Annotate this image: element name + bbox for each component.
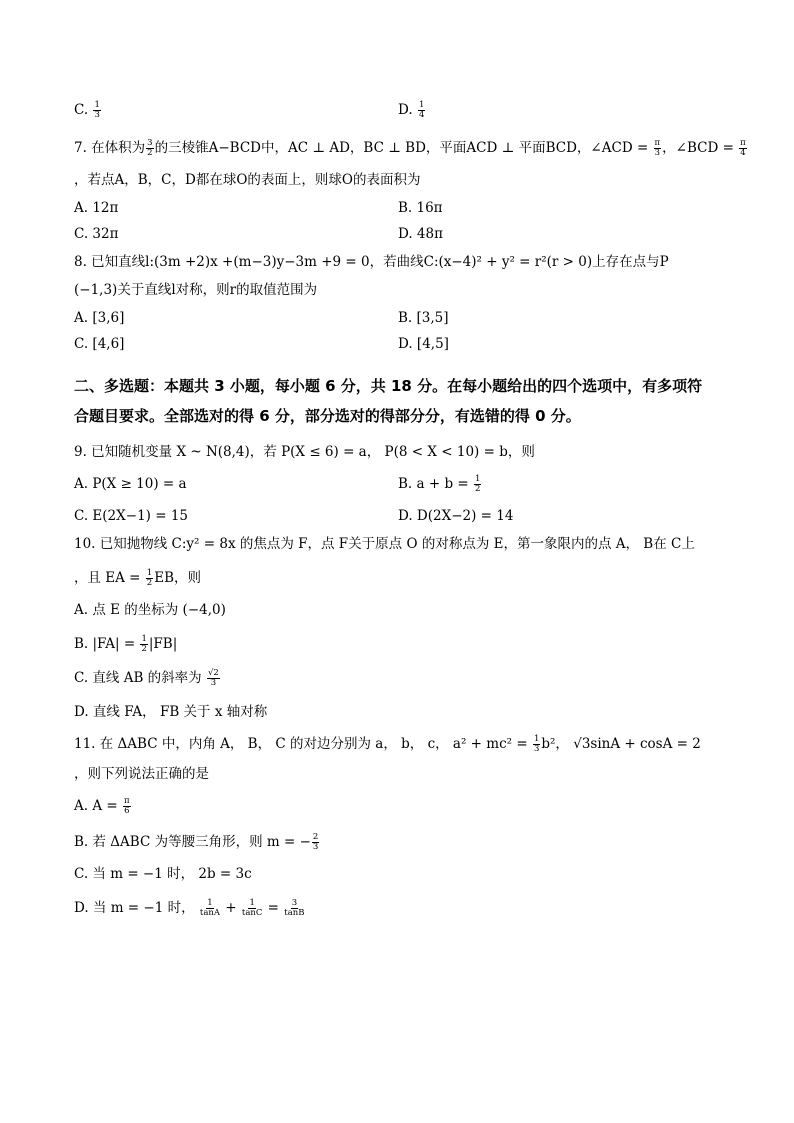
q9-options-cd: [74, 506, 734, 526]
q11-stem-line2: ，则下列说法正确的是: [74, 766, 209, 782]
q9-option-c: C. E(2X−1) = 15: [74, 508, 188, 524]
q11-option-a: A. A = $\frac{\pi}{6}$: [74, 796, 130, 816]
q7-option-b: B. 16π: [398, 200, 443, 216]
q6-options: [74, 100, 734, 120]
option-c-label: C.: [74, 102, 89, 118]
angle-acd-fraction: $\frac{\pi}{3}$: [654, 138, 661, 158]
section-heading-line2: 合题目要求。全部选对的得 6 分，部分选对的得部分分，有选错的得 0 分。: [74, 407, 581, 425]
q11-stem-line1: 11. 在 ΔABC 中，内角 A， B， C 的对边分别为 a， b， c， a² + mc² = $\frac{1}{3}$ b²， √3sinA + cosA = 2: [74, 734, 701, 754]
q10-option-c: C. 直线 AB 的斜率为 $\frac{√2}{3}$: [74, 668, 219, 688]
q10-stem-line2: ，且 EA = $\frac{1}{2}$ EB，则: [74, 568, 201, 588]
q8-options-cd: [74, 334, 734, 354]
q7-option-a: A. 12π: [74, 200, 119, 216]
q9-options-ab: [74, 474, 734, 494]
q7-options-ab: [74, 198, 734, 218]
q7-stem-line2: ，若点A，B，C，D都在球O的表面上，则球O的表面积为: [74, 172, 421, 188]
q9-stem: 9. 已知随机变量 X ~ N(8,4)，若 P(X ≤ 6) = a， P(8 < X < 10) = b，则: [74, 444, 535, 460]
angle-bcd-fraction: $\frac{\pi}{4}$: [740, 138, 746, 158]
q8-option-d: D. [4,5]: [398, 336, 449, 352]
q9-option-b: B. a + b = $\frac{1}{2}$: [398, 474, 481, 494]
q10-option-a: A. 点 E 的坐标为 (−4,0): [74, 602, 226, 618]
q7-options-cd: [74, 224, 734, 244]
q10-option-d: D. 直线 FA， FB 关于 x 轴对称: [74, 704, 268, 720]
q7-option-c: C. 32π: [74, 226, 119, 242]
q11-option-c: C. 当 m = −1 时， 2b = 3c: [74, 866, 252, 882]
q8-stem-line2: (−1,3)关于直线l对称，则r的取值范围为: [74, 282, 318, 298]
q8-option-b: B. [3,5]: [398, 310, 449, 326]
q10-stem-line1: 10. 已知抛物线 C:y² = 8x 的焦点为 F，点 F关于原点 O 的对称点为 E，第一象限内的点 A， B在 C上: [74, 536, 695, 552]
q8-option-a: A. [3,6]: [74, 310, 125, 326]
volume-fraction: $\frac{3}{2}$: [147, 138, 153, 158]
option-c-fraction: $\frac{1}{3}$: [94, 100, 100, 120]
q8-option-c: C. [4,6]: [74, 336, 125, 352]
q11-option-b: B. 若 ΔABC 为等腰三角形，则 m = − $\frac{2}{3}$: [74, 832, 319, 852]
option-d: D. $\frac{1}{4}$: [398, 100, 425, 120]
q8-options-ab: [74, 308, 734, 328]
q8-stem-line1: 8. 已知直线l:(3m +2)x +(m−3)y−3m +9 = 0，若曲线C:(x−4)² + y² = r²(r > 0)上存在点与P: [74, 254, 669, 270]
q10-option-b: B. |FA| = $\frac{1}{2}$ |FB|: [74, 634, 178, 654]
section-heading-line1: 二、多选题：本题共 3 小题，每小题 6 分，共 18 分。在每小题给出的四个选项中，有多项符: [74, 377, 703, 395]
q11-option-d: D. 当 m = −1 时， $\frac{1}{\tan A}$ + $\frac{1}{\tan C}$ = $\frac{3}{\tan B}$: [74, 898, 305, 918]
q9-option-d: D. D(2X−2) = 14: [398, 508, 514, 524]
q7-stem-line1: 7. 在体积为 $\frac{3}{2}$ 的三棱锥A−BCD中，AC ⊥ AD，BC ⊥ BD，平面ACD ⊥ 平面BCD，∠ACD = $\frac{\pi}{3}$ ，∠BCD = $\frac{\pi}{4}$: [74, 138, 746, 158]
q9-option-a: A. P(X ≥ 10) = a: [74, 476, 187, 492]
q7-option-d: D. 48π: [398, 226, 443, 242]
